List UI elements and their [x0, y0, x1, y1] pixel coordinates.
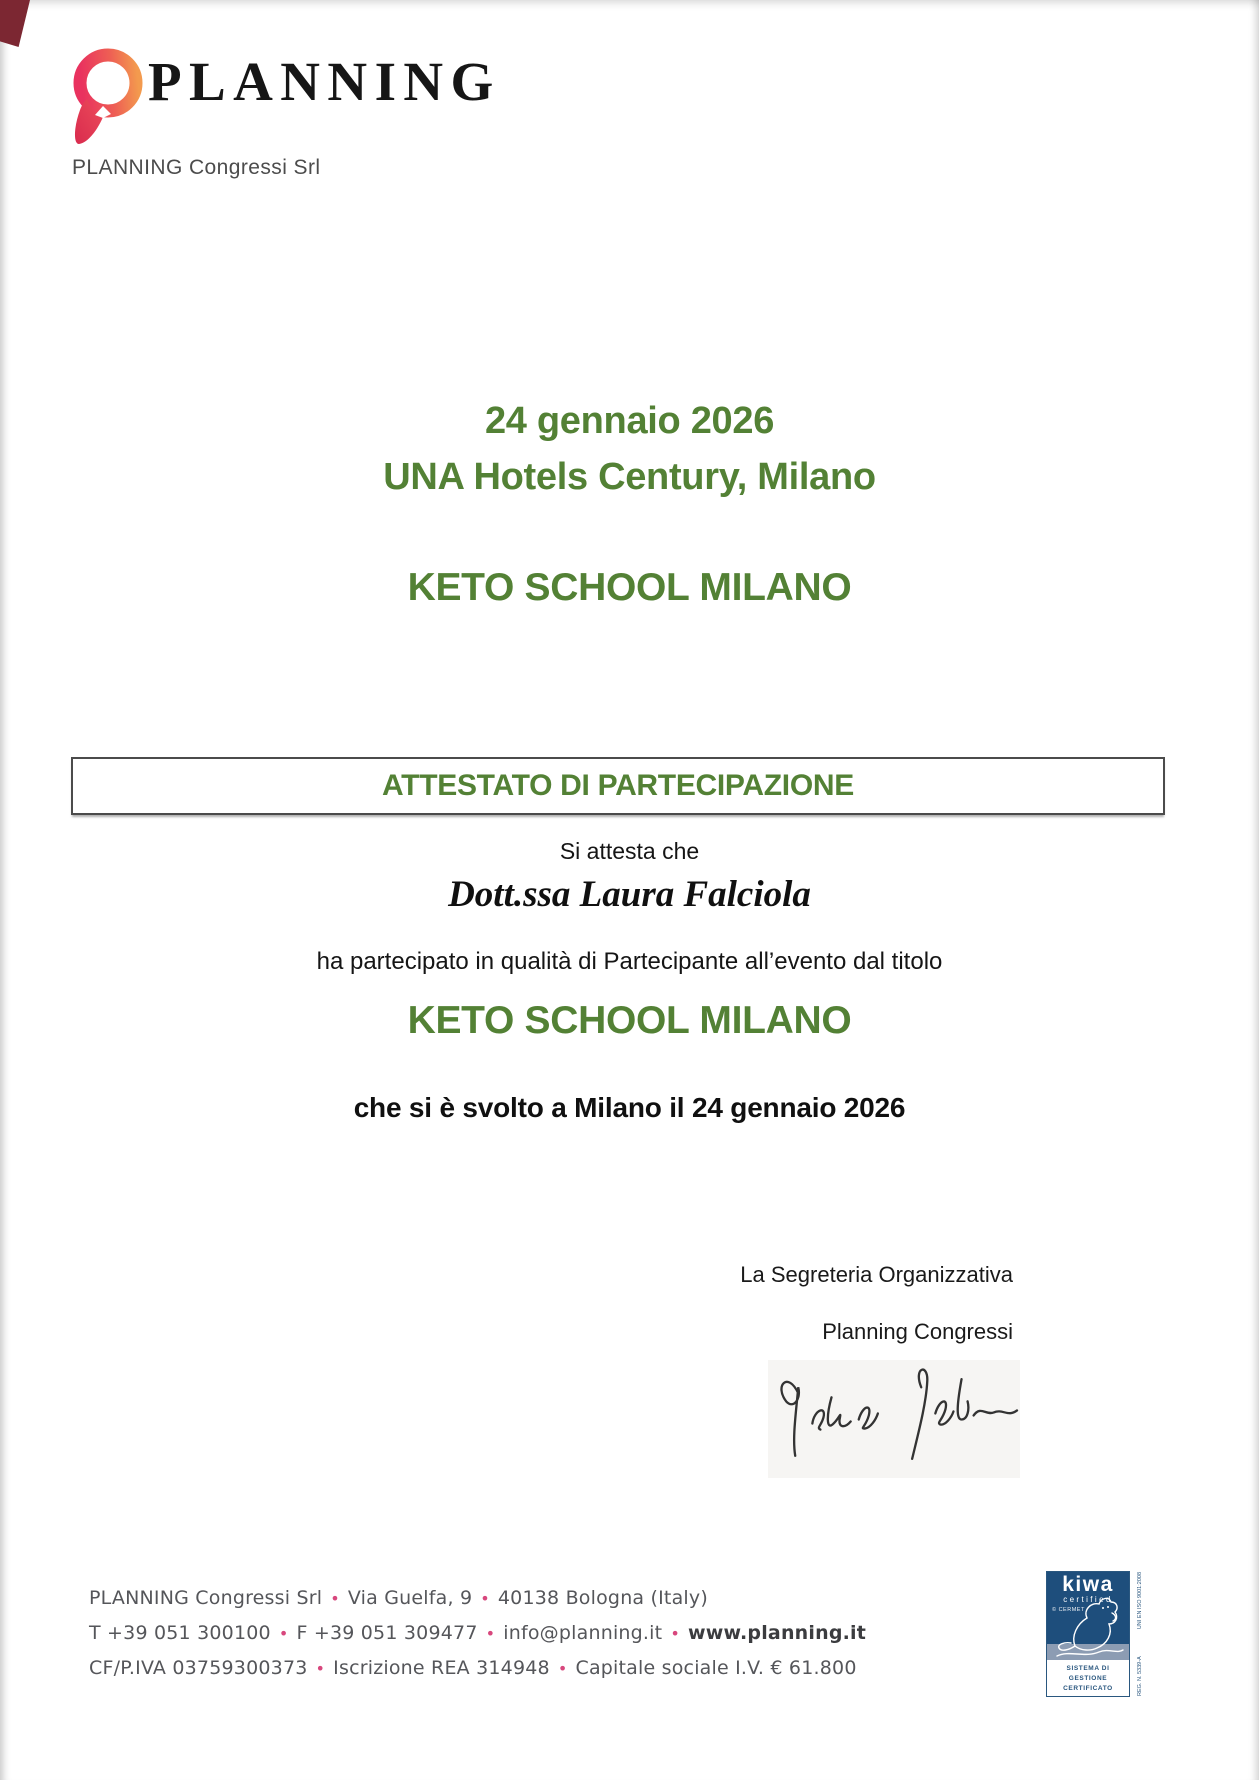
footer-company: PLANNING Congressi Srl: [89, 1587, 323, 1609]
footer-line-1: [89, 1581, 866, 1616]
closing-line: che si è svolto a Milano il 24 gennaio 2026: [353, 1092, 906, 1123]
kiwa-reg-number: REG. N. 5339-A: [1137, 1656, 1143, 1696]
event-title-body: KETO SCHOOL MILANO: [407, 999, 852, 1042]
footer-email: info@planning.it: [503, 1622, 663, 1644]
event-venue: UNA Hotels Century, Milano: [383, 456, 876, 498]
event-date: 24 gennaio 2026: [484, 400, 775, 442]
planning-logo-icon: [62, 42, 144, 146]
event-title-heading: KETO SCHOOL MILANO: [407, 566, 852, 609]
recipient-name: Dott.ssa Laura Falciola: [448, 874, 811, 915]
attestation-intro: Si attesta che: [559, 838, 700, 864]
footer-capital: Capitale sociale I.V. € 61.800: [575, 1657, 857, 1679]
handwritten-signature: [768, 1360, 1020, 1478]
kiwa-caption: [1047, 1664, 1129, 1694]
bullet-separator: •: [480, 1589, 490, 1608]
footer-website: www.planning.it: [687, 1622, 867, 1644]
bullet-separator: •: [670, 1624, 680, 1643]
kiwa-cermet-label: © CERMET: [1052, 1607, 1085, 1613]
bullet-separator: •: [278, 1624, 289, 1643]
footer-vat: CF/P.IVA 03759300373: [89, 1657, 308, 1679]
bullet-separator: •: [485, 1624, 496, 1643]
kiwa-iso-standard: UNI EN ISO 9001:2008: [1137, 1572, 1143, 1630]
kiwa-certified-badge: [1046, 1571, 1148, 1703]
footer-address: Via Guelfa, 9: [347, 1587, 473, 1609]
footer-rea: Iscrizione REA 314948: [333, 1657, 550, 1679]
brand-wordmark: PLANNING: [148, 51, 501, 112]
attestation-banner: [71, 757, 1165, 815]
footer-city: 40138 Bologna (Italy): [497, 1587, 708, 1609]
footer-line-3: [89, 1651, 866, 1686]
participation-line: ha partecipato in qualità di Partecipante all’evento dal titolo: [316, 948, 943, 975]
company-name: PLANNING Congressi Srl: [72, 156, 321, 179]
kiwa-caption-line2: CERTIFICATO: [1063, 1685, 1113, 1692]
attestation-banner-label: ATTESTATO DI PARTECIPAZIONE: [382, 769, 854, 802]
photo-corner-artifact: [0, 0, 30, 47]
kiwa-beaver-icon: [1055, 1596, 1125, 1662]
secretariat-company: Planning Congressi: [822, 1319, 1013, 1344]
kiwa-caption-line1: SISTEMA DI GESTIONE: [1066, 1665, 1110, 1682]
bullet-separator: •: [315, 1659, 326, 1678]
kiwa-badge-box: [1046, 1571, 1130, 1697]
bullet-separator: •: [557, 1659, 568, 1678]
footer-fax: F +39 051 309477: [296, 1622, 478, 1644]
kiwa-side-text: [1132, 1571, 1148, 1697]
kiwa-brand-label: kiwa: [1062, 1573, 1114, 1596]
kiwa-certified-label: certified: [1063, 1595, 1113, 1604]
footer-phone: T +39 051 300100: [89, 1622, 271, 1644]
footer-contact-block: [89, 1581, 866, 1686]
secretariat-label: La Segreteria Organizzativa: [740, 1262, 1013, 1287]
bullet-separator: •: [330, 1589, 340, 1608]
footer-line-2: [89, 1616, 866, 1651]
